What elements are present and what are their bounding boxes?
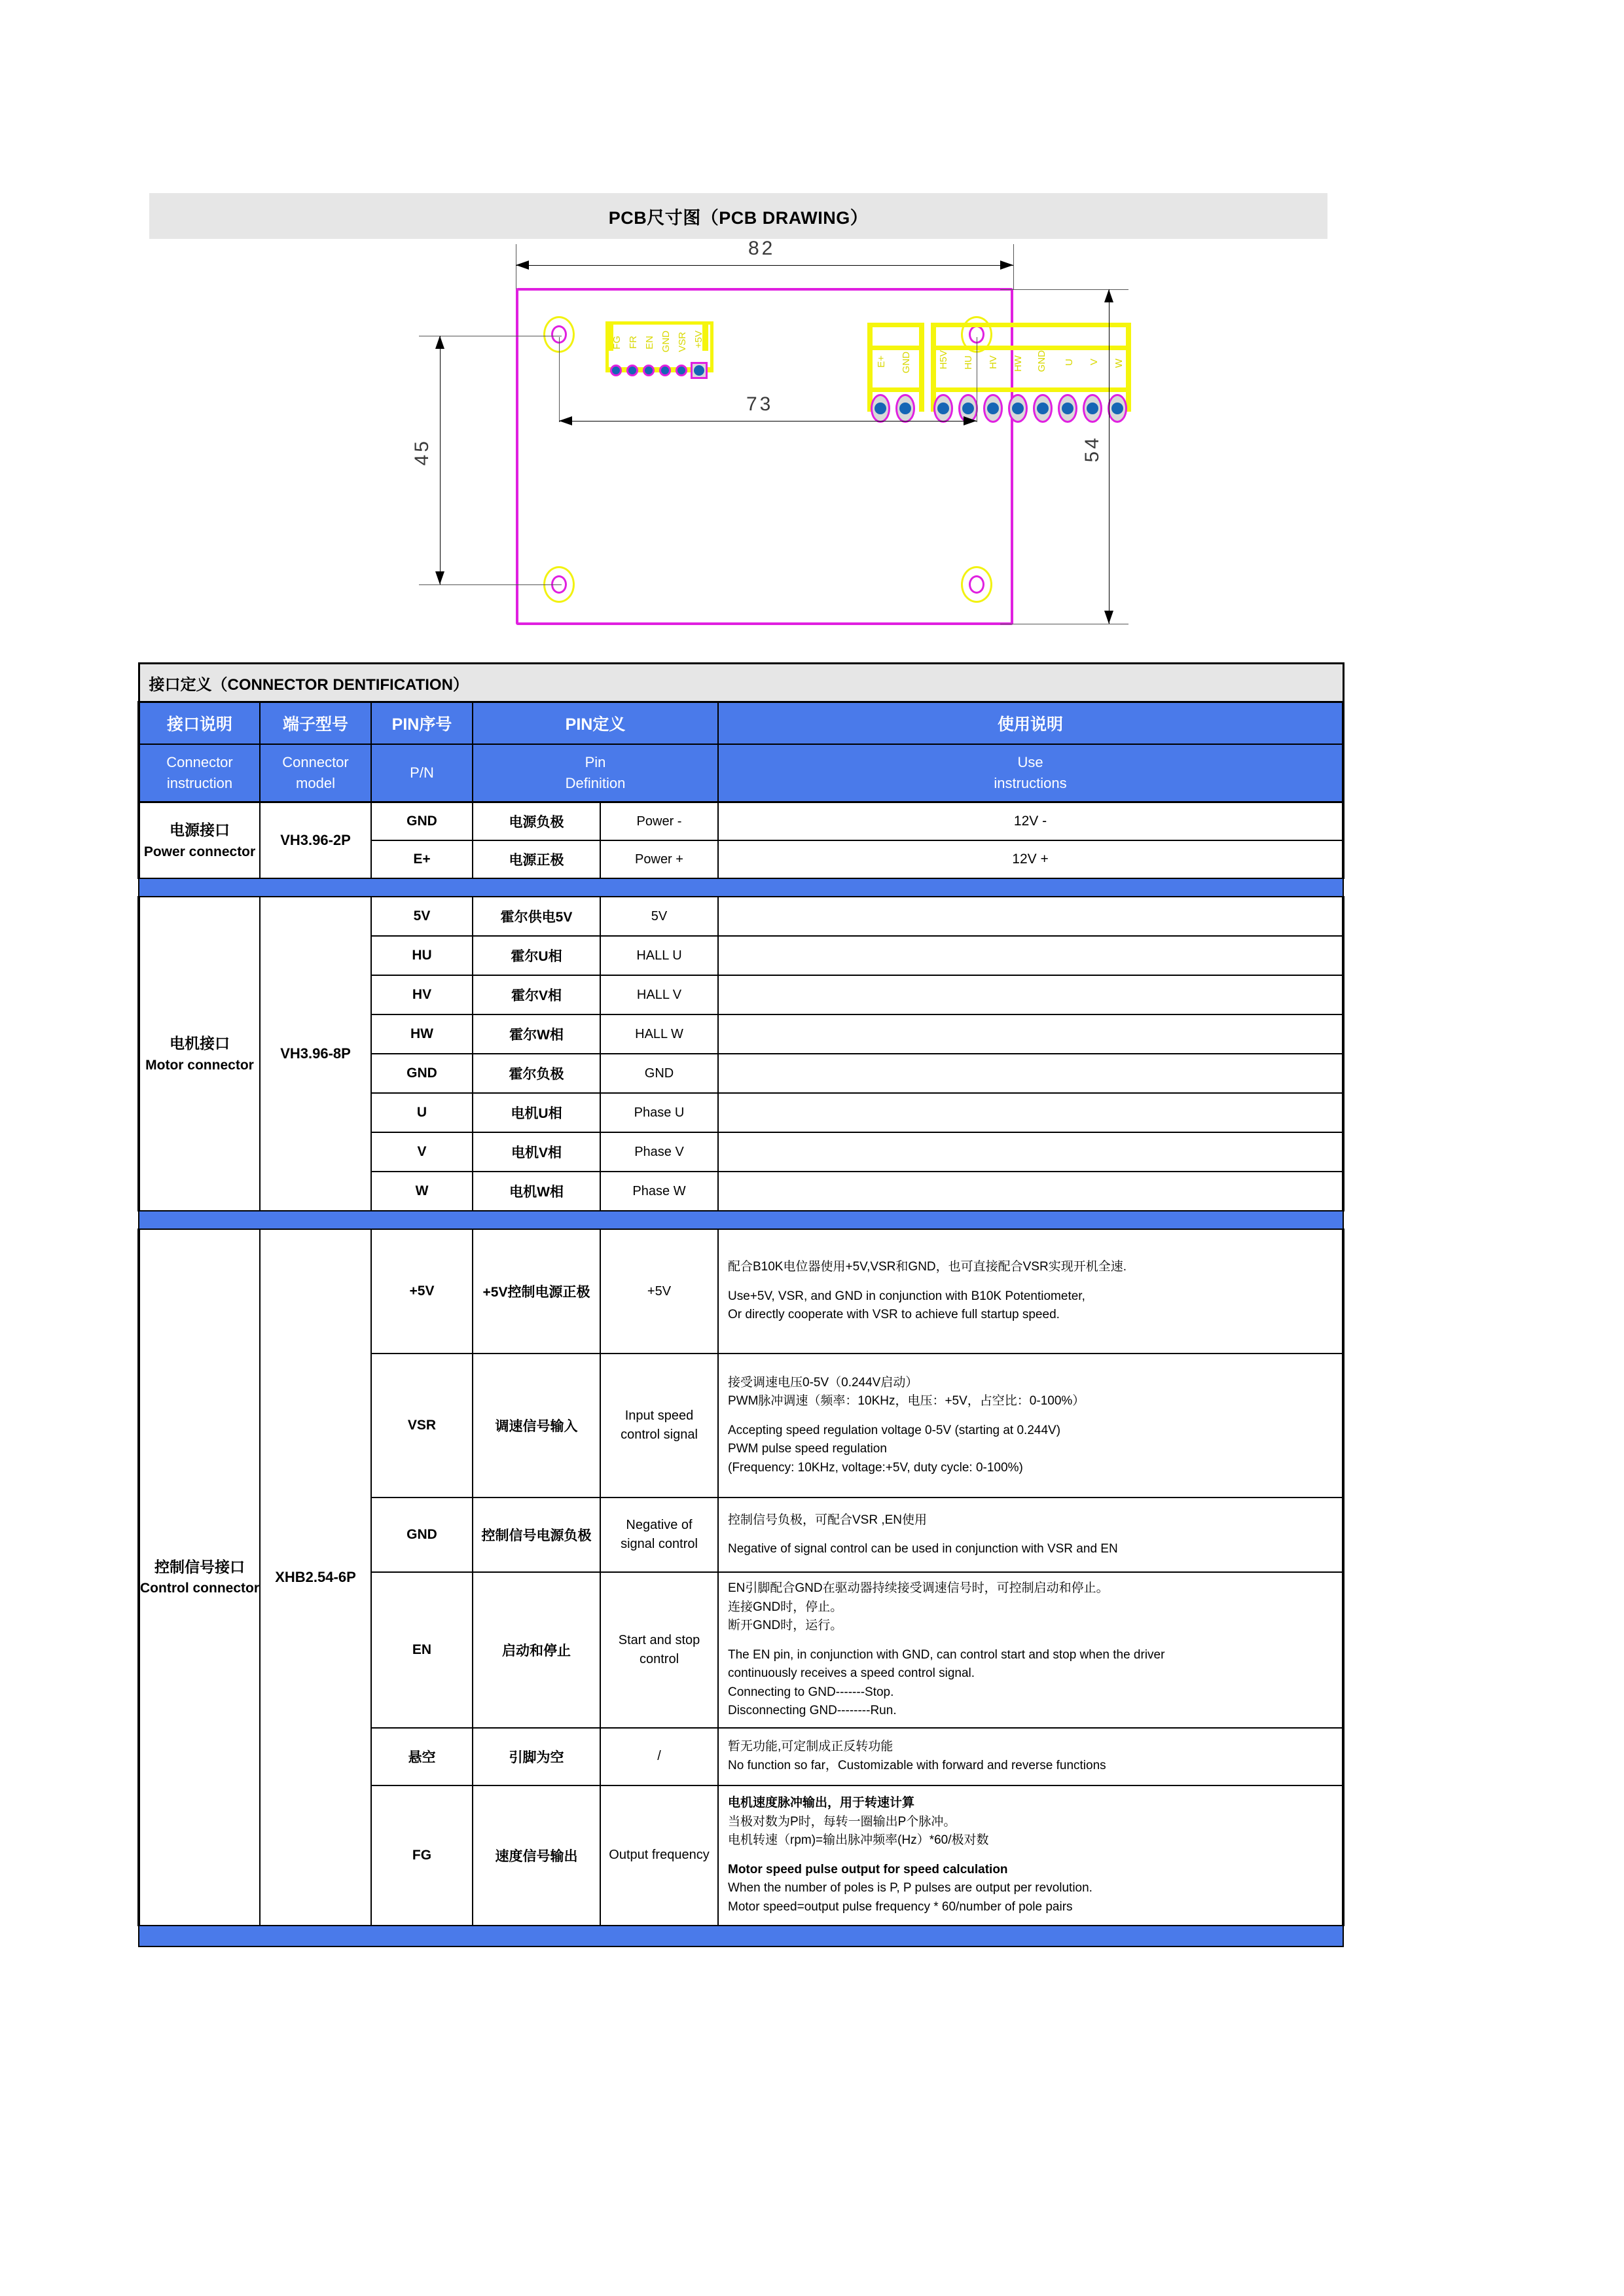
pin-definition-en: / <box>600 1728 718 1785</box>
motor-pad-1 <box>933 394 953 423</box>
use-cn-line: PWM脉冲调速（频率：10KHz，电压：+5V，占空比：0-100%） <box>728 1394 1085 1408</box>
pin-definition-cn: +5V控制电源正极 <box>473 1229 600 1354</box>
use-instruction <box>718 1498 1343 1572</box>
pcb-drawing-canvas <box>149 239 1327 664</box>
motor-pad-7 <box>1083 394 1102 423</box>
section-separator-bar <box>139 878 1343 897</box>
pin-number: 悬空 <box>371 1728 473 1785</box>
header-line-1: Use <box>1017 754 1043 771</box>
pin-number: U <box>371 1093 473 1132</box>
silk-label-v: V <box>1089 359 1100 366</box>
use-instruction <box>718 897 1343 936</box>
pin-number: GND <box>371 1498 473 1572</box>
header-pin-number-en <box>371 744 473 802</box>
dim-arrow-54-bottom <box>1104 611 1113 624</box>
dim-line-width-73 <box>559 421 977 422</box>
use-instruction <box>718 1354 1343 1498</box>
table-row <box>139 897 1343 936</box>
group-label-motor-connector <box>139 897 260 1211</box>
use-en-line: No function so far，Customizable with forward and reverse functions <box>728 1758 1106 1772</box>
connector-table <box>137 662 1344 1947</box>
pin-number: HW <box>371 1014 473 1054</box>
use-spacer <box>728 1411 1333 1422</box>
silk-label-power-gnd: GND <box>901 351 912 374</box>
group-label-cn: 电源接口 <box>170 821 230 838</box>
use-en-line: Motor speed=output pulse frequency * 60/number of pole pairs <box>728 1899 1073 1914</box>
power-pad-2 <box>895 394 915 423</box>
use-en-line: (Frequency: 10KHz, voltage:+5V, duty cycle: 0-100%) <box>728 1460 1023 1475</box>
pin-definition-cn: 启动和停止 <box>473 1572 600 1728</box>
use-instruction <box>718 1572 1343 1728</box>
pin-definition-en: Phase W <box>600 1172 718 1211</box>
use-cn-line: 电机转速（rpm)=输出脉冲频率(Hz）*60/极对数 <box>728 1833 989 1847</box>
table-row <box>139 802 1343 841</box>
connector-identification-section <box>137 662 1342 1947</box>
use-cn-heading: 电机速度脉冲输出，用于转速计算 <box>728 1796 915 1810</box>
pcb-board-outline <box>516 288 1013 625</box>
control-pad-2 <box>626 365 638 376</box>
pin-number: W <box>371 1172 473 1211</box>
pin-definition-en: 5V <box>600 897 718 936</box>
silk-label-hv: HV <box>988 355 999 369</box>
pin-number: +5V <box>371 1229 473 1354</box>
mounting-hole-inner-ring <box>969 575 984 594</box>
use-en-line: continuously receives a speed control signal. <box>728 1666 975 1680</box>
dim-arrow-54-top <box>1104 289 1113 302</box>
use-en-line: PWM pulse speed regulation <box>728 1442 887 1456</box>
use-en-heading: Motor speed pulse output for speed calculation <box>728 1862 1008 1876</box>
power-connector-silk-mid <box>867 346 924 350</box>
group-label-en: Power connector <box>143 844 256 859</box>
separator-fill <box>139 878 1343 897</box>
dim-label-width-82: 82 <box>748 238 776 259</box>
header-line-2: instruction <box>166 775 233 791</box>
use-cn-line: 连接GND时，停止。 <box>728 1600 843 1614</box>
power-pad-1 <box>871 394 890 423</box>
silk-label-fg: FG <box>611 336 623 350</box>
motor-pad-6 <box>1058 394 1077 423</box>
control-pad-3 <box>643 365 655 376</box>
use-en-line: When the number of poles is P, P pulses are output per revolution. <box>728 1881 1092 1895</box>
pin-number: EN <box>371 1572 473 1728</box>
control-pad-6-square <box>691 362 708 379</box>
pin-definition-en: Phase U <box>600 1093 718 1132</box>
power-connector-silk-left <box>867 323 873 412</box>
pin-number: GND <box>371 802 473 841</box>
pin-number: E+ <box>371 840 473 878</box>
group-label-control-connector <box>139 1229 260 1926</box>
use-instruction <box>718 1014 1343 1054</box>
table-title: 接口定义（CONNECTOR DENTIFICATION） <box>139 664 1343 702</box>
pin-definition-cn: 调速信号输入 <box>473 1354 600 1498</box>
pin-definition-en-line-1: Input speed <box>624 1408 694 1423</box>
dim-arrow-73-right <box>964 416 977 425</box>
table-header-row-cn <box>139 702 1343 745</box>
mounting-hole-bottom-right <box>961 566 992 603</box>
ext-line-45-bottom <box>419 584 562 585</box>
pin-definition-en: +5V <box>600 1229 718 1354</box>
header-connector-model-cn: 端子型号 <box>260 702 371 745</box>
dim-label-height-45: 45 <box>411 439 433 466</box>
silk-label-eplus: E+ <box>876 355 887 368</box>
use-spacer <box>728 1850 1333 1861</box>
header-line-1: Pin <box>585 754 606 771</box>
pin-definition-cn: 霍尔供电5V <box>473 897 600 936</box>
use-spacer <box>728 1530 1333 1540</box>
silk-label-gnd: GND <box>660 331 672 353</box>
pin-definition-en: GND <box>600 1054 718 1093</box>
group-model-control-connector: XHB2.54-6P <box>260 1229 371 1926</box>
control-pad-4 <box>659 365 671 376</box>
use-en-line: Or directly cooperate with VSR to achieve full startup speed. <box>728 1308 1060 1322</box>
motor-pad-3 <box>983 394 1003 423</box>
pin-definition-cn: 控制信号电源负极 <box>473 1498 600 1572</box>
pin-definition-en-line-1: Negative of <box>626 1518 693 1532</box>
use-spacer <box>728 1636 1333 1646</box>
pin-definition-cn: 电源正极 <box>473 840 600 878</box>
pin-definition-en: HALL U <box>600 936 718 975</box>
pin-definition-en: Power + <box>600 840 718 878</box>
header-line-1: P/N <box>410 764 434 781</box>
use-instruction <box>718 1172 1343 1211</box>
power-connector-silk-right <box>919 323 924 412</box>
motor-pad-5 <box>1033 394 1053 423</box>
pin-number: FG <box>371 1785 473 1926</box>
use-en-line: The EN pin, in conjunction with GND, can control start and stop when the driver <box>728 1647 1165 1662</box>
pin-number: GND <box>371 1054 473 1093</box>
pin-definition-cn: 霍尔V相 <box>473 975 600 1014</box>
header-connector-model-en <box>260 744 371 802</box>
ext-line-73-left <box>559 337 560 422</box>
group-label-en: Motor connector <box>145 1057 254 1073</box>
separator-fill <box>139 1211 1343 1229</box>
header-line-2: Definition <box>565 775 626 791</box>
silk-label-w: W <box>1113 359 1125 368</box>
section-separator-bar <box>139 1211 1343 1229</box>
dim-arrow-45-top <box>435 336 444 349</box>
pin-definition-cn: 电机V相 <box>473 1132 600 1172</box>
use-instruction <box>718 1093 1343 1132</box>
header-connector-instruction-en <box>139 744 260 802</box>
pin-number: HV <box>371 975 473 1014</box>
use-cn-line: 控制信号负极，可配合VSR ,EN使用 <box>728 1513 928 1527</box>
motor-connector-silk-top <box>931 323 1131 327</box>
table-title-row <box>139 664 1343 702</box>
use-instruction <box>718 1054 1343 1093</box>
dim-arrow-82-left <box>516 260 529 270</box>
dim-arrow-73-left <box>559 416 572 425</box>
group-model-power-connector: VH3.96-2P <box>260 802 371 879</box>
header-line-2: instructions <box>994 775 1067 791</box>
pcb-drawing-title-bar <box>149 193 1327 239</box>
pin-definition-en <box>600 1498 718 1572</box>
pin-definition-en: Phase V <box>600 1132 718 1172</box>
table-header-row-en <box>139 744 1343 802</box>
table-footer-bar <box>139 1926 1343 1946</box>
use-en-line: Disconnecting GND--------Run. <box>728 1704 897 1717</box>
pin-definition-en-line-2: control signal <box>621 1427 698 1442</box>
use-cn-line: 当极对数为P时，每转一圈输出P个脉冲。 <box>728 1814 956 1829</box>
pin-definition-cn: 霍尔负极 <box>473 1054 600 1093</box>
control-pad-1 <box>610 365 622 376</box>
dim-arrow-45-bottom <box>435 571 444 584</box>
pin-definition-cn: 霍尔W相 <box>473 1014 600 1054</box>
header-pin-definition-cn: PIN定义 <box>473 702 718 745</box>
silk-label-h5v: H5V <box>938 350 949 370</box>
silk-label-en: EN <box>644 336 655 350</box>
power-connector-silk-base <box>867 387 924 392</box>
footer-fill <box>139 1926 1343 1946</box>
silk-label-u: U <box>1064 359 1075 366</box>
pin-definition-en: Power - <box>600 802 718 841</box>
motor-pad-4 <box>1008 394 1028 423</box>
group-label-en: Control connector <box>140 1581 259 1596</box>
header-connector-instruction-cn: 接口说明 <box>139 702 260 745</box>
motor-connector-silk-base <box>931 387 1131 392</box>
use-cn-line: 接受调速电压0-5V（0.244V启动） <box>728 1375 918 1390</box>
motor-pad-8 <box>1108 394 1127 423</box>
pin-definition-cn: 霍尔U相 <box>473 936 600 975</box>
use-instruction: 12V + <box>718 840 1343 878</box>
group-label-power-connector <box>139 802 260 879</box>
use-en-line: Use+5V, VSR, and GND in conjunction with B10K Potentiometer, <box>728 1289 1085 1303</box>
use-en-line: Negative of signal control can be used in conjunction with VSR and EN <box>728 1542 1118 1556</box>
power-connector-silk-top <box>867 323 924 327</box>
header-line-2: model <box>296 775 335 791</box>
header-pin-definition-en <box>473 744 718 802</box>
silk-label-vsr: VSR <box>677 332 688 352</box>
use-instruction <box>718 975 1343 1014</box>
dim-line-height-54 <box>1109 289 1110 624</box>
use-instruction <box>718 1728 1343 1785</box>
pcb-drawing-section <box>149 193 1327 664</box>
pin-definition-en: HALL V <box>600 975 718 1014</box>
use-instruction <box>718 1785 1343 1926</box>
silk-label-fr: FR <box>628 336 639 349</box>
pin-number: HU <box>371 936 473 975</box>
use-cn-line: EN引脚配合GND在驱动器持续接受调速信号时，可控制启动和停止。 <box>728 1581 1109 1595</box>
group-label-cn: 控制信号接口 <box>154 1558 245 1575</box>
pin-definition-en-line-2: signal control <box>621 1537 698 1551</box>
header-use-instructions-cn: 使用说明 <box>718 702 1343 745</box>
header-line-1: Connector <box>282 754 349 771</box>
pin-number: VSR <box>371 1354 473 1498</box>
pin-definition-en <box>600 1354 718 1498</box>
header-use-instructions-en <box>718 744 1343 802</box>
use-cn-line: 配合B10K电位器使用+5V,VSR和GND，也可直接配合VSR实现开机全速. <box>728 1260 1127 1274</box>
motor-connector-silk-right <box>1126 323 1131 412</box>
ext-line-right-top <box>1013 244 1014 290</box>
table-row <box>139 1229 1343 1354</box>
header-pin-number-cn: PIN序号 <box>371 702 473 745</box>
dim-line-height-45 <box>440 336 441 584</box>
silk-label-plus5v: +5V <box>693 331 704 349</box>
pin-definition-en: HALL W <box>600 1014 718 1054</box>
dim-arrow-82-right <box>1000 260 1013 270</box>
use-instruction <box>718 936 1343 975</box>
pin-definition-cn: 电机U相 <box>473 1093 600 1132</box>
pin-definition-cn: 电机W相 <box>473 1172 600 1211</box>
dim-line-width-82 <box>516 265 1013 266</box>
header-line-1: Connector <box>166 754 233 771</box>
dim-label-height-54: 54 <box>1081 435 1103 463</box>
use-spacer <box>728 1277 1333 1287</box>
control-pad-5 <box>676 365 687 376</box>
pin-definition-cn: 电源负极 <box>473 802 600 841</box>
pin-number: 5V <box>371 897 473 936</box>
pin-definition-cn: 引脚为空 <box>473 1728 600 1785</box>
silk-label-motor-gnd: GND <box>1036 350 1047 372</box>
use-instruction: 12V - <box>718 802 1343 841</box>
dim-label-width-73: 73 <box>746 393 774 415</box>
pin-definition-en: Output frequency <box>600 1785 718 1926</box>
pin-definition-en: Start and stop control <box>600 1572 718 1728</box>
group-model-motor-connector: VH3.96-8P <box>260 897 371 1211</box>
use-en-line: Accepting speed regulation voltage 0-5V (starting at 0.244V) <box>728 1423 1061 1437</box>
silk-label-hw: HW <box>1013 355 1024 372</box>
use-instruction <box>718 1132 1343 1172</box>
use-cn-line: 断开GND时，运行。 <box>728 1619 843 1632</box>
pcb-drawing-title: PCB尺寸图（PCB DRAWING） <box>608 207 869 228</box>
silk-label-hu: HU <box>963 355 974 370</box>
use-instruction <box>718 1229 1343 1354</box>
use-cn-line: 暂无功能,可定制成正反转功能 <box>728 1740 893 1753</box>
group-label-cn: 电机接口 <box>170 1035 230 1052</box>
pin-number: V <box>371 1132 473 1172</box>
motor-connector-silk-mid <box>931 346 1131 350</box>
use-en-line: Connecting to GND-------Stop. <box>728 1685 894 1699</box>
pin-definition-cn: 速度信号输出 <box>473 1785 600 1926</box>
